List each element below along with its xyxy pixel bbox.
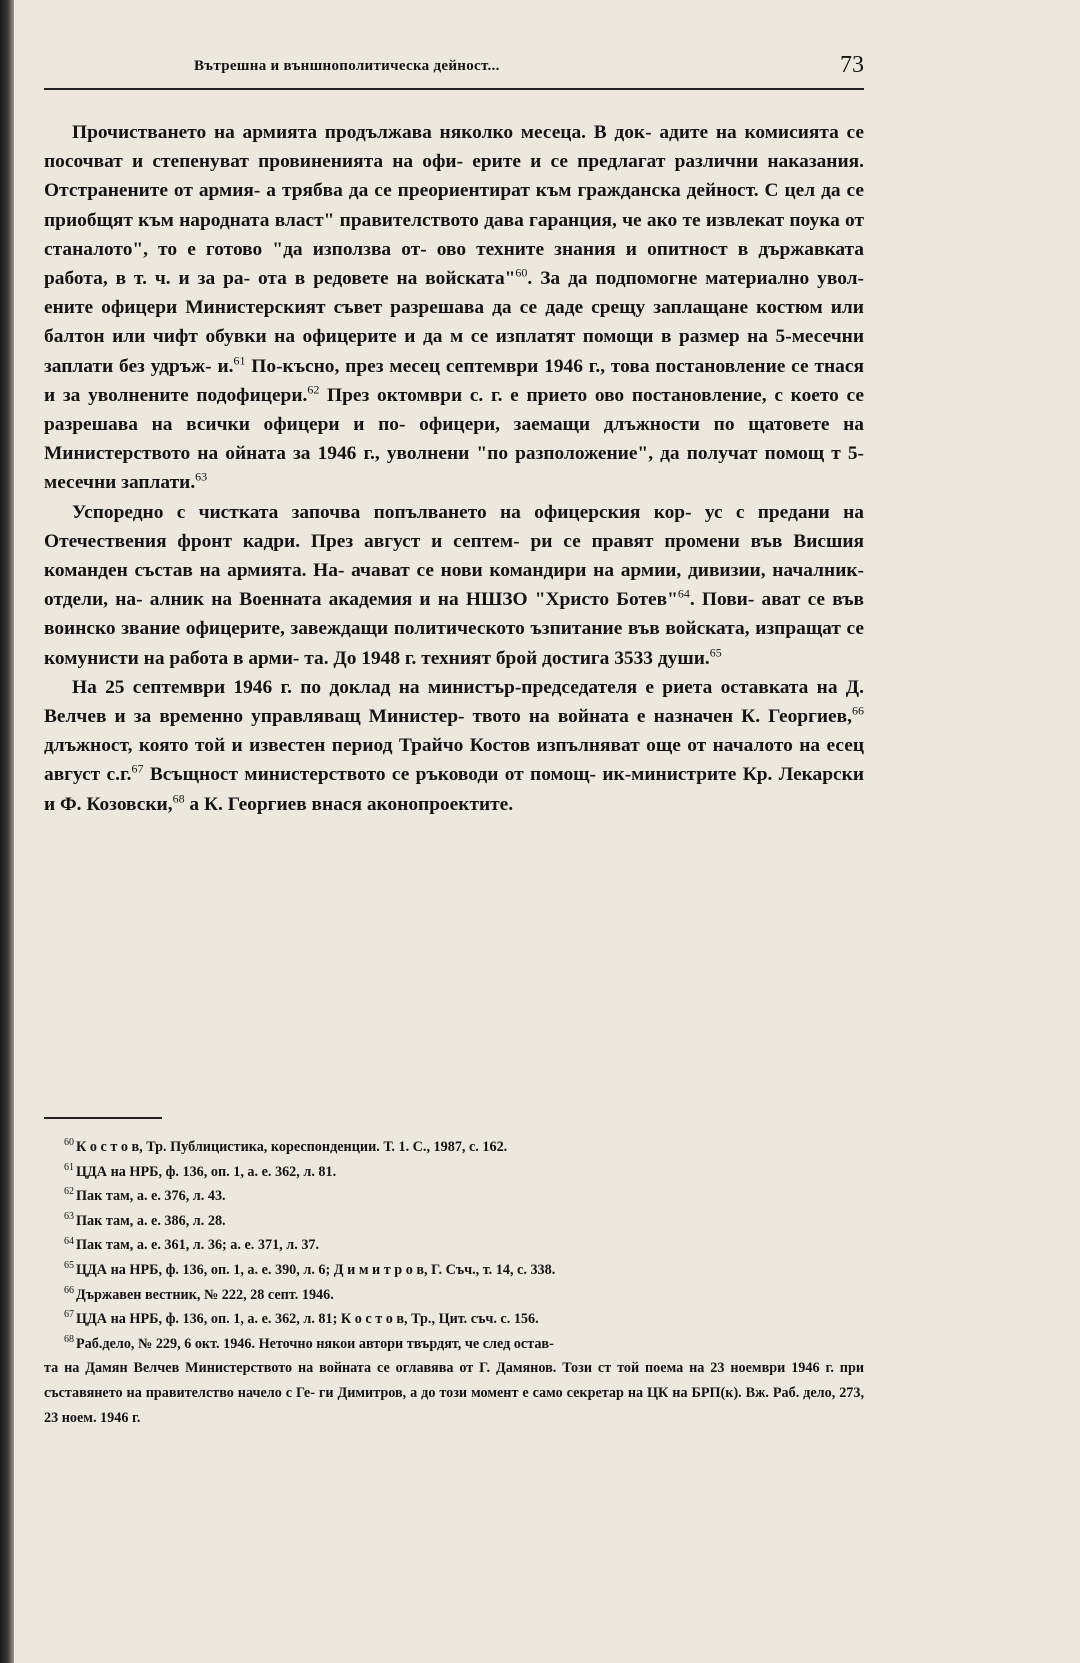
footnote-item: $^{65}$ ЦДА на НРБ, ф. 136, оп. 1, а. е. 390, л. 6; Д и м и т р о в, Г. Съч., т. 14, с. 338. [64,1260,556,1278]
footnote-ref[interactable]: 65 [709,645,722,660]
footnote-ref[interactable]: 68 [172,791,185,806]
footnotes [44,1135,865,1430]
footnote-item: $^{68}$ Раб.дело, № 229, 6 окт. 1946. Неточно някои автори твърдят, че след остав- [64,1334,554,1352]
footnote-ref[interactable]: 63 [195,469,208,484]
footnote-ref[interactable]: 60 [515,265,528,280]
running-header [44,52,864,90]
footnote-ref[interactable]: 66 [851,703,864,718]
footnote-item: $^{63}$ Пак там, а. е. 386, л. 28. [64,1211,226,1229]
footnote-item: $^{66}$ Държавен вестник, № 222, 28 септ. 1946. [64,1284,334,1303]
footnote-item: $^{67}$ ЦДА на НРБ, ф. 136, оп. 1, а. е. 362, л. 81; К о с т о в, Тр., Цит. съч. с. 156. [64,1309,539,1328]
paragraph-2: Успоредно с чистката започва попълването на офицерския кор- ус с предани на Отечествения фронт кадри. През август и септем- ри се правят промени във Висшия команден състав на армията. На- ачават се нови командири на армии, дивизии, началник-отдели, на- алник на Военната академия и на НШЗО "Христо Ботев"$^{64}$. Пови- ават се във воинско звание офицерите, завеждащи политическото ъзпитание във войската, изпращат се комунисти на работа в арми- та. До 1948 г. техният брой достига 3533 души.$^{65}$ [44,501,865,669]
footnote-item: $^{60}$ К о с т о в, Тр. Публицистика, кореспонденции. Т. 1. С., 1987, с. 162. [64,1137,508,1155]
footnote-ref[interactable]: 62 [307,382,320,397]
footnote-item: $^{61}$ ЦДА на НРБ, ф. 136, оп. 1, а. е. 362, л. 81. [64,1161,337,1180]
footnote-ref[interactable]: 61 [233,353,246,368]
footnote-item: $^{64}$ Пак там, а. е. 361, л. 36; а. е. 371, л. 37. [64,1235,320,1254]
paragraph-1: Прочистването на армията продължава няколко месеца. В док- адите на комисията се посочват и степенуват провиненията на офи- ерите и се предлагат различни наказания. Отстранените от армия- а трябва да се преориентират към гражданска дейност. С цел да се приобщят към народната власт" правителството дава гаранция, че ако те извлекат поука от станалото", то е готово "да използва от- ово техните знания и опитност в държавката работа, в т. ч. и за ра- ота в редовете на войската"$^{60}$. За да подпомогне материално увол- ените офицери Министерският съвет разрешава да се даде срещу заплащане костюм или балтон или чифт обувки на офицерите и да м се изплатят помощи в размер на 5-месечни заплати без удръж- и.$^{61}$ По-късно, през месец септември 1946 г., това постановление се тнася и за уволнените подофицери.$^{62}$ През октомври с. г. е прието ово постановление, с което се разрешава на всички офицери и по- офицери, заемащи длъжности по щатовете на Министерството на ойната за 1946 г., уволнени "по разположение", да получат помощ т 5-месечни заплати.$^{63}$ [44,122,864,494]
paragraph-3: На 25 септември 1946 г. по доклад на министър-председателя е риета оставката на Д. Велчев и за временно управляващ Министер- твото на войната е назначен К. Георгиев,$^{66}$ длъжност, която той и известен период Трайчо Костов изпълняват още от началото на есец август с.г.$^{67}$ Всъщност министерството се ръководи от помощ- ик-министрите Кр. Лекарски и Ф. Козовски,$^{68}$ а К. Георгиев внася аконопроектите. [44,676,864,815]
book-page [44,0,864,1663]
footnote-ref[interactable]: 67 [131,762,144,776]
main-text [44,118,864,819]
footnote-continuation: та на Дамян Велчев Министерството на войната се оглавява от Г. Дамянов. Този ст той поема на 23 ноември 1946 г. при съставянето на правителство начело с Ге- ги Димитров, а до този момент е само секретар на ЦК на БРП(к). Вж. Раб. дело, 273, 23 ноем. 1946 г. [44,1360,865,1426]
footnote-item: $^{62}$ Пак там, а. е. 376, л. 43. [64,1186,226,1205]
running-title: Вътрешна и външнополитическа дейност... [194,58,500,74]
footnote-divider [44,1117,162,1119]
footnote-ref[interactable]: 64 [677,586,690,601]
book-binding-shadow [0,0,14,1663]
page-number: 73 [840,52,864,78]
